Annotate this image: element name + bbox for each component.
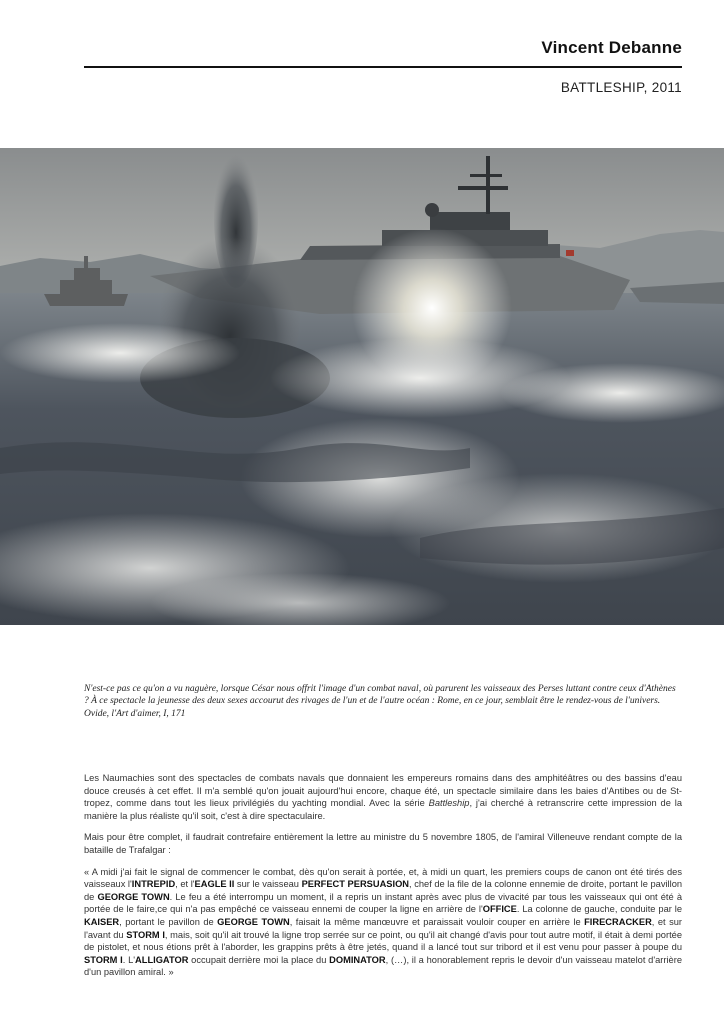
body-text xyxy=(84,772,682,988)
letter-text: , (…), il a honorablement repris le devoir d'un vaisseau matelot d'arrière d'un pavillon amiral. » xyxy=(84,954,682,978)
letter-text: occupait derrière moi la place du xyxy=(188,954,330,965)
letter-text: , et sur l'avant du xyxy=(84,916,683,940)
ship-name: KAISER xyxy=(84,916,120,927)
series-name-italic: Battleship xyxy=(428,798,470,809)
ship-name: GEORGE TOWN xyxy=(97,891,170,902)
ship-name: GEORGE TOWN xyxy=(217,916,290,927)
ship-name: FIRECRACKER xyxy=(584,916,652,927)
paragraph-1 xyxy=(84,772,682,822)
letter-text: , faisait la même manœuvre et paraissait vouloir couper en arrière le xyxy=(289,916,585,927)
ship-name: STORM I xyxy=(84,954,123,965)
letter-text: . Le feu a été interrompu un moment, il a repris un instant après avec plus de vivacité par tous les vaisseaux qui ont été à portée de le faire,ce qui n'a pas empêché ce vaisseau ennemi de couper la ligne en arrière de l' xyxy=(84,891,682,915)
letter-text: , portant le pavillon de xyxy=(119,916,218,927)
ship-name: DOMINATOR xyxy=(329,954,386,965)
epigraph xyxy=(84,683,682,720)
paragraph-2: Mais pour être complet, il faudrait contrefaire entièrement la lettre au ministre du 5 novembre 1805, de l'amiral Villeneuve rendant compte de la bataille de Trafalgar : xyxy=(84,832,682,855)
series-title: BATTLESHIP, 2011 xyxy=(560,80,682,95)
paragraph-3-letter xyxy=(84,866,682,979)
epigraph-text: N'est-ce pas ce qu'on a vu naguère, lorsque César nous offrit l'image d'un combat naval, où parurent les vaisseaux des Perses luttant contre ceux d'Athènes ? À ce spectacle la jeunesse des deux sexes accourut des rivages de l'un et de l'autre océan : Rome, en ce jour, semblait être le rendez-vous de l'univers. xyxy=(84,684,676,707)
letter-text: « A midi j'ai fait le signal de commencer le combat, dès qu'on serait à portée, et, à midi un quart, les premiers coups de canon ont été tirés des vaisseaux l' xyxy=(84,866,682,890)
ship-name: PERFECT PERSUASION xyxy=(301,879,410,890)
letter-text: . L' xyxy=(122,954,136,965)
letter-text: sur le vaisseau xyxy=(234,879,302,890)
letter-text: , mais, soit qu'il ait trouvé la ligne trop serrée sur ce point, ou qu'il ait changé d'avis pour tout autre motif, il était à demi portée de pistolet, et nous étions prêt à l'aborder, les grappins prêts à être jetés, quand il a lancé tout sur tribord et il est venu pour passer à poupe du xyxy=(84,929,682,953)
ship-name: EAGLE II xyxy=(194,879,235,890)
letter-text: , et l' xyxy=(175,879,195,890)
letter-text: . La colonne de gauche, conduite par le xyxy=(516,904,682,915)
paragraph-1-part-b: , j'ai cherché à retranscrire cette impression de la manière la plus réaliste qu'il soit, c'est à dire spectaculaire. xyxy=(84,798,682,821)
letter-text: , chef de la file de la colonne ennemie de droite, portant le pavillon de xyxy=(84,879,683,902)
paragraph-1-part-a: Les Naumachies sont des spectacles de combats navals que donnaient les empereurs romains dans des amphitéâtres ou des bassins d'eau douce creusés à cet effet. Il m'a semblé qu'on jouait aujourd'hui encore, chaque été, un spectacle similaire dans les baies d'Antibes ou de St-tropez, comme dans tout les lieux privilégiés du yachting mondial. Avec la série xyxy=(84,773,682,809)
ship-name: OFFICE xyxy=(482,904,517,915)
header-rule xyxy=(84,66,682,68)
epigraph-source: Ovide, l'Art d'aimer, I, 171 xyxy=(84,708,186,719)
ship-name: ALLIGATOR xyxy=(135,954,189,965)
battleship-photo xyxy=(0,148,724,625)
ship-name: INTREPID xyxy=(131,879,176,890)
ship-name: STORM I xyxy=(126,929,165,940)
author-name: Vincent Debanne xyxy=(541,38,682,57)
